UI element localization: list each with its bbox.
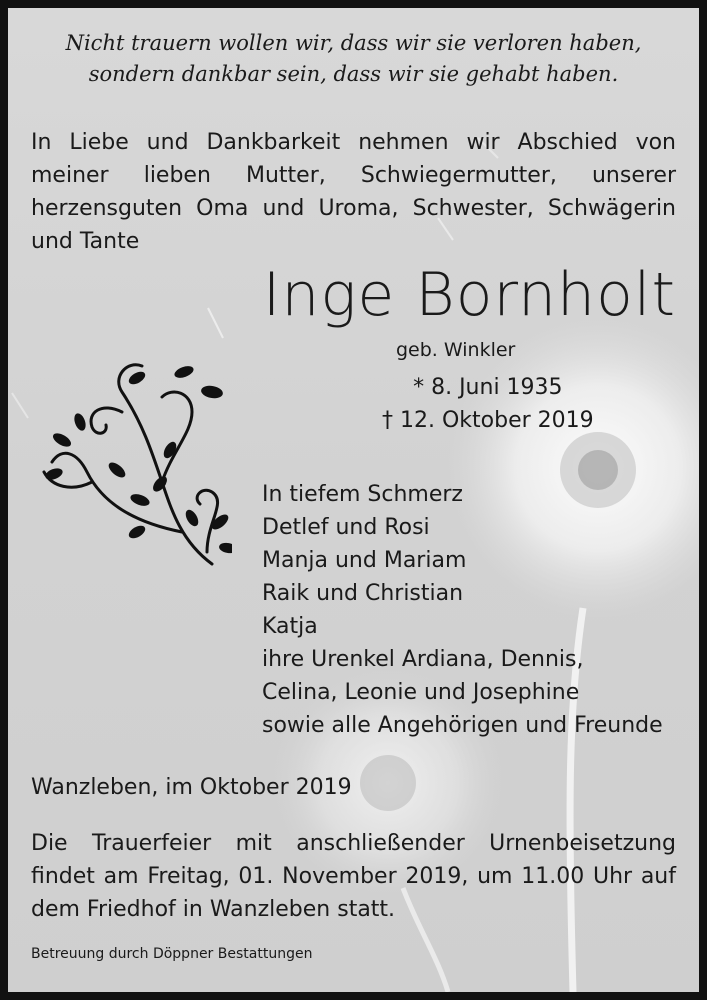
motto bbox=[8, 28, 699, 90]
floral-ornament bbox=[32, 352, 232, 568]
mourners-list bbox=[262, 478, 663, 742]
place-date: Wanzleben, im Oktober 2019 bbox=[31, 775, 352, 800]
death-date: † 12. Oktober 2019 bbox=[382, 408, 594, 433]
mourner-line: Celina, Leonie und Josephine bbox=[262, 680, 580, 705]
mourner-line: sowie alle Angehörigen und Freunde bbox=[262, 713, 663, 738]
funeral-home-credit: Betreuung durch Döppner Bestattungen bbox=[31, 946, 313, 962]
mourner-line: Raik und Christian bbox=[262, 581, 464, 606]
intro-text: In Liebe und Dankbarkeit nehmen wir Abschied von meiner lieben Mutter, Schwiegermutter, unserer herzensguten Oma und Uroma, Schwester, Schwägerin und Tante bbox=[31, 130, 676, 254]
birth-date: * 8. Juni 1935 bbox=[413, 375, 563, 400]
maiden-name: geb. Winkler bbox=[396, 339, 516, 361]
motto-line-1: Nicht trauern wollen wir, dass wir sie verloren haben, bbox=[65, 31, 642, 55]
mourner-line: In tiefem Schmerz bbox=[262, 482, 463, 507]
mourner-line: Detlef und Rosi bbox=[262, 515, 430, 540]
mourner-line: ihre Urenkel Ardiana, Dennis, bbox=[262, 647, 584, 672]
life-dates bbox=[382, 371, 594, 437]
obituary-card bbox=[8, 8, 699, 992]
mourner-line: Manja und Mariam bbox=[262, 548, 467, 573]
deceased-name: Inge Bornholt bbox=[262, 260, 676, 330]
funeral-service-text: Die Trauerfeier mit anschließender Urnenbeisetzung findet am Freitag, 01. November 2019, um 11.00 Uhr auf dem Friedhof in Wanzleben statt. bbox=[31, 831, 676, 922]
mourner-line: Katja bbox=[262, 614, 318, 639]
motto-line-2: sondern dankbar sein, dass wir sie gehabt haben. bbox=[88, 62, 619, 86]
